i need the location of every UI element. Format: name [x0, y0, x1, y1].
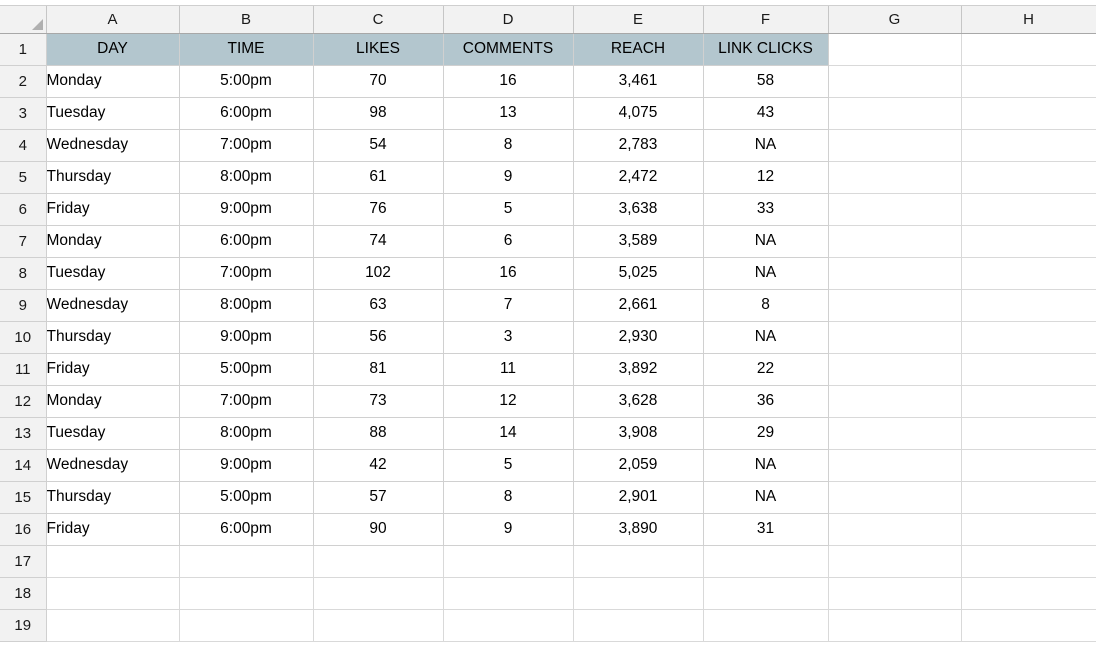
cell-e14[interactable]: 2,059	[573, 449, 703, 481]
cell-f13[interactable]: 29	[703, 417, 828, 449]
column-header-e[interactable]: E	[573, 6, 703, 33]
table-row[interactable]	[0, 97, 1096, 129]
cell-e1[interactable]: REACH	[573, 33, 703, 65]
cell-g15[interactable]	[828, 481, 961, 513]
cell-d8[interactable]: 16	[443, 257, 573, 289]
table-row[interactable]	[0, 417, 1096, 449]
cell-g11[interactable]	[828, 353, 961, 385]
cell-c18[interactable]	[313, 577, 443, 609]
cell-a2[interactable]: Monday	[46, 65, 179, 97]
cell-e13[interactable]: 3,908	[573, 417, 703, 449]
row-header-19[interactable]: 19	[0, 609, 46, 641]
cell-a4[interactable]: Wednesday	[46, 129, 179, 161]
row-header-1[interactable]: 1	[0, 33, 46, 65]
cell-g17[interactable]	[828, 545, 961, 577]
cell-d13[interactable]: 14	[443, 417, 573, 449]
cell-d10[interactable]: 3	[443, 321, 573, 353]
cell-g8[interactable]	[828, 257, 961, 289]
cell-c6[interactable]: 76	[313, 193, 443, 225]
cell-h3[interactable]	[961, 97, 1096, 129]
cell-g19[interactable]	[828, 609, 961, 641]
cell-c13[interactable]: 88	[313, 417, 443, 449]
cell-b5[interactable]: 8:00pm	[179, 161, 313, 193]
cell-c3[interactable]: 98	[313, 97, 443, 129]
cell-c15[interactable]: 57	[313, 481, 443, 513]
cell-e10[interactable]: 2,930	[573, 321, 703, 353]
row-header-4[interactable]: 4	[0, 129, 46, 161]
cell-c7[interactable]: 74	[313, 225, 443, 257]
table-row[interactable]	[0, 257, 1096, 289]
cell-f1[interactable]: LINK CLICKS	[703, 33, 828, 65]
table-row[interactable]	[0, 321, 1096, 353]
cell-g10[interactable]	[828, 321, 961, 353]
cell-b12[interactable]: 7:00pm	[179, 385, 313, 417]
table-row[interactable]	[0, 353, 1096, 385]
cell-g9[interactable]	[828, 289, 961, 321]
cell-d5[interactable]: 9	[443, 161, 573, 193]
cell-c16[interactable]: 90	[313, 513, 443, 545]
cell-g6[interactable]	[828, 193, 961, 225]
cell-b4[interactable]: 7:00pm	[179, 129, 313, 161]
cell-e15[interactable]: 2,901	[573, 481, 703, 513]
row-header-12[interactable]: 12	[0, 385, 46, 417]
column-header-c[interactable]: C	[313, 6, 443, 33]
row-header-14[interactable]: 14	[0, 449, 46, 481]
cell-d11[interactable]: 11	[443, 353, 573, 385]
cell-c19[interactable]	[313, 609, 443, 641]
cell-f10[interactable]: NA	[703, 321, 828, 353]
cell-b11[interactable]: 5:00pm	[179, 353, 313, 385]
cell-c9[interactable]: 63	[313, 289, 443, 321]
cell-d18[interactable]	[443, 577, 573, 609]
cell-e5[interactable]: 2,472	[573, 161, 703, 193]
cell-f5[interactable]: 12	[703, 161, 828, 193]
cell-a8[interactable]: Tuesday	[46, 257, 179, 289]
row-header-5[interactable]: 5	[0, 161, 46, 193]
cell-f12[interactable]: 36	[703, 385, 828, 417]
cell-f16[interactable]: 31	[703, 513, 828, 545]
cell-d14[interactable]: 5	[443, 449, 573, 481]
cell-e12[interactable]: 3,628	[573, 385, 703, 417]
cell-h5[interactable]	[961, 161, 1096, 193]
cell-d16[interactable]: 9	[443, 513, 573, 545]
cell-f17[interactable]	[703, 545, 828, 577]
cell-h15[interactable]	[961, 481, 1096, 513]
cell-a18[interactable]	[46, 577, 179, 609]
table-row[interactable]	[0, 481, 1096, 513]
cell-g5[interactable]	[828, 161, 961, 193]
cell-f11[interactable]: 22	[703, 353, 828, 385]
cell-c11[interactable]: 81	[313, 353, 443, 385]
cell-f14[interactable]: NA	[703, 449, 828, 481]
cell-d19[interactable]	[443, 609, 573, 641]
select-all-corner[interactable]	[0, 6, 46, 33]
cell-e19[interactable]	[573, 609, 703, 641]
cell-f15[interactable]: NA	[703, 481, 828, 513]
cell-c17[interactable]	[313, 545, 443, 577]
cell-g12[interactable]	[828, 385, 961, 417]
cell-h12[interactable]	[961, 385, 1096, 417]
cell-b16[interactable]: 6:00pm	[179, 513, 313, 545]
cell-a15[interactable]: Thursday	[46, 481, 179, 513]
row-header-8[interactable]: 8	[0, 257, 46, 289]
table-row[interactable]	[0, 385, 1096, 417]
cell-e8[interactable]: 5,025	[573, 257, 703, 289]
cell-c2[interactable]: 70	[313, 65, 443, 97]
cell-g18[interactable]	[828, 577, 961, 609]
cell-a3[interactable]: Tuesday	[46, 97, 179, 129]
cell-a16[interactable]: Friday	[46, 513, 179, 545]
cell-d3[interactable]: 13	[443, 97, 573, 129]
cell-h4[interactable]	[961, 129, 1096, 161]
cell-d6[interactable]: 5	[443, 193, 573, 225]
cell-b2[interactable]: 5:00pm	[179, 65, 313, 97]
cell-d2[interactable]: 16	[443, 65, 573, 97]
cell-b10[interactable]: 9:00pm	[179, 321, 313, 353]
column-header-a[interactable]: A	[46, 6, 179, 33]
cell-a10[interactable]: Thursday	[46, 321, 179, 353]
table-row[interactable]	[0, 193, 1096, 225]
row-header-9[interactable]: 9	[0, 289, 46, 321]
table-row[interactable]	[0, 33, 1096, 65]
cell-b7[interactable]: 6:00pm	[179, 225, 313, 257]
cell-g3[interactable]	[828, 97, 961, 129]
cell-b17[interactable]	[179, 545, 313, 577]
cell-a5[interactable]: Thursday	[46, 161, 179, 193]
cell-g13[interactable]	[828, 417, 961, 449]
row-header-10[interactable]: 10	[0, 321, 46, 353]
cell-h14[interactable]	[961, 449, 1096, 481]
row-header-3[interactable]: 3	[0, 97, 46, 129]
cell-f18[interactable]	[703, 577, 828, 609]
cell-a12[interactable]: Monday	[46, 385, 179, 417]
cell-a14[interactable]: Wednesday	[46, 449, 179, 481]
cell-h18[interactable]	[961, 577, 1096, 609]
cell-e11[interactable]: 3,892	[573, 353, 703, 385]
table-row[interactable]	[0, 65, 1096, 97]
column-header-b[interactable]: B	[179, 6, 313, 33]
cell-c1[interactable]: LIKES	[313, 33, 443, 65]
cell-e9[interactable]: 2,661	[573, 289, 703, 321]
cell-h10[interactable]	[961, 321, 1096, 353]
table-row[interactable]	[0, 161, 1096, 193]
cell-d1[interactable]: COMMENTS	[443, 33, 573, 65]
cell-a11[interactable]: Friday	[46, 353, 179, 385]
cell-b9[interactable]: 8:00pm	[179, 289, 313, 321]
cell-h16[interactable]	[961, 513, 1096, 545]
cell-a7[interactable]: Monday	[46, 225, 179, 257]
cell-f7[interactable]: NA	[703, 225, 828, 257]
row-header-6[interactable]: 6	[0, 193, 46, 225]
cell-h13[interactable]	[961, 417, 1096, 449]
table-row[interactable]	[0, 513, 1096, 545]
row-header-15[interactable]: 15	[0, 481, 46, 513]
table-row[interactable]	[0, 609, 1096, 641]
cell-d15[interactable]: 8	[443, 481, 573, 513]
cell-h1[interactable]	[961, 33, 1096, 65]
cell-a17[interactable]	[46, 545, 179, 577]
cell-d4[interactable]: 8	[443, 129, 573, 161]
table-row[interactable]	[0, 129, 1096, 161]
cell-g16[interactable]	[828, 513, 961, 545]
row-header-18[interactable]: 18	[0, 577, 46, 609]
grid-body[interactable]	[0, 33, 1096, 641]
cell-e17[interactable]	[573, 545, 703, 577]
grid-table[interactable]	[0, 6, 1096, 642]
cell-g4[interactable]	[828, 129, 961, 161]
cell-b18[interactable]	[179, 577, 313, 609]
cell-h17[interactable]	[961, 545, 1096, 577]
cell-b19[interactable]	[179, 609, 313, 641]
column-header-f[interactable]: F	[703, 6, 828, 33]
cell-e16[interactable]: 3,890	[573, 513, 703, 545]
table-row[interactable]	[0, 225, 1096, 257]
cell-g14[interactable]	[828, 449, 961, 481]
column-header-row	[0, 6, 1096, 33]
cell-c8[interactable]: 102	[313, 257, 443, 289]
cell-b8[interactable]: 7:00pm	[179, 257, 313, 289]
cell-f3[interactable]: 43	[703, 97, 828, 129]
cell-c10[interactable]: 56	[313, 321, 443, 353]
cell-e3[interactable]: 4,075	[573, 97, 703, 129]
table-row[interactable]	[0, 449, 1096, 481]
cell-e18[interactable]	[573, 577, 703, 609]
cell-b14[interactable]: 9:00pm	[179, 449, 313, 481]
cell-c12[interactable]: 73	[313, 385, 443, 417]
cell-f19[interactable]	[703, 609, 828, 641]
cell-a9[interactable]: Wednesday	[46, 289, 179, 321]
row-header-7[interactable]: 7	[0, 225, 46, 257]
table-row[interactable]	[0, 577, 1096, 609]
cell-e6[interactable]: 3,638	[573, 193, 703, 225]
cell-h7[interactable]	[961, 225, 1096, 257]
cell-h6[interactable]	[961, 193, 1096, 225]
cell-f6[interactable]: 33	[703, 193, 828, 225]
cell-h11[interactable]	[961, 353, 1096, 385]
cell-g7[interactable]	[828, 225, 961, 257]
corner-triangle-icon	[32, 19, 43, 30]
row-header-17[interactable]: 17	[0, 545, 46, 577]
cell-d17[interactable]	[443, 545, 573, 577]
cell-c5[interactable]: 61	[313, 161, 443, 193]
cell-f4[interactable]: NA	[703, 129, 828, 161]
cell-g1[interactable]	[828, 33, 961, 65]
cell-a13[interactable]: Tuesday	[46, 417, 179, 449]
row-header-13[interactable]: 13	[0, 417, 46, 449]
cell-e7[interactable]: 3,589	[573, 225, 703, 257]
cell-e2[interactable]: 3,461	[573, 65, 703, 97]
cell-c14[interactable]: 42	[313, 449, 443, 481]
cell-g2[interactable]	[828, 65, 961, 97]
cell-c4[interactable]: 54	[313, 129, 443, 161]
cell-e4[interactable]: 2,783	[573, 129, 703, 161]
row-header-2[interactable]: 2	[0, 65, 46, 97]
row-header-11[interactable]: 11	[0, 353, 46, 385]
cell-b13[interactable]: 8:00pm	[179, 417, 313, 449]
cell-h2[interactable]	[961, 65, 1096, 97]
cell-f9[interactable]: 8	[703, 289, 828, 321]
cell-a1[interactable]: DAY	[46, 33, 179, 65]
cell-h19[interactable]	[961, 609, 1096, 641]
cell-b15[interactable]: 5:00pm	[179, 481, 313, 513]
cell-b3[interactable]: 6:00pm	[179, 97, 313, 129]
column-header-g[interactable]: G	[828, 6, 961, 33]
cell-a6[interactable]: Friday	[46, 193, 179, 225]
column-header-h[interactable]: H	[961, 6, 1096, 33]
cell-h8[interactable]	[961, 257, 1096, 289]
column-header-d[interactable]: D	[443, 6, 573, 33]
cell-f2[interactable]: 58	[703, 65, 828, 97]
cell-f8[interactable]: NA	[703, 257, 828, 289]
cell-b6[interactable]: 9:00pm	[179, 193, 313, 225]
cell-b1[interactable]: TIME	[179, 33, 313, 65]
cell-d9[interactable]: 7	[443, 289, 573, 321]
cell-a19[interactable]	[46, 609, 179, 641]
cell-h9[interactable]	[961, 289, 1096, 321]
table-row[interactable]	[0, 545, 1096, 577]
cell-d12[interactable]: 12	[443, 385, 573, 417]
row-header-16[interactable]: 16	[0, 513, 46, 545]
table-row[interactable]	[0, 289, 1096, 321]
cell-d7[interactable]: 6	[443, 225, 573, 257]
